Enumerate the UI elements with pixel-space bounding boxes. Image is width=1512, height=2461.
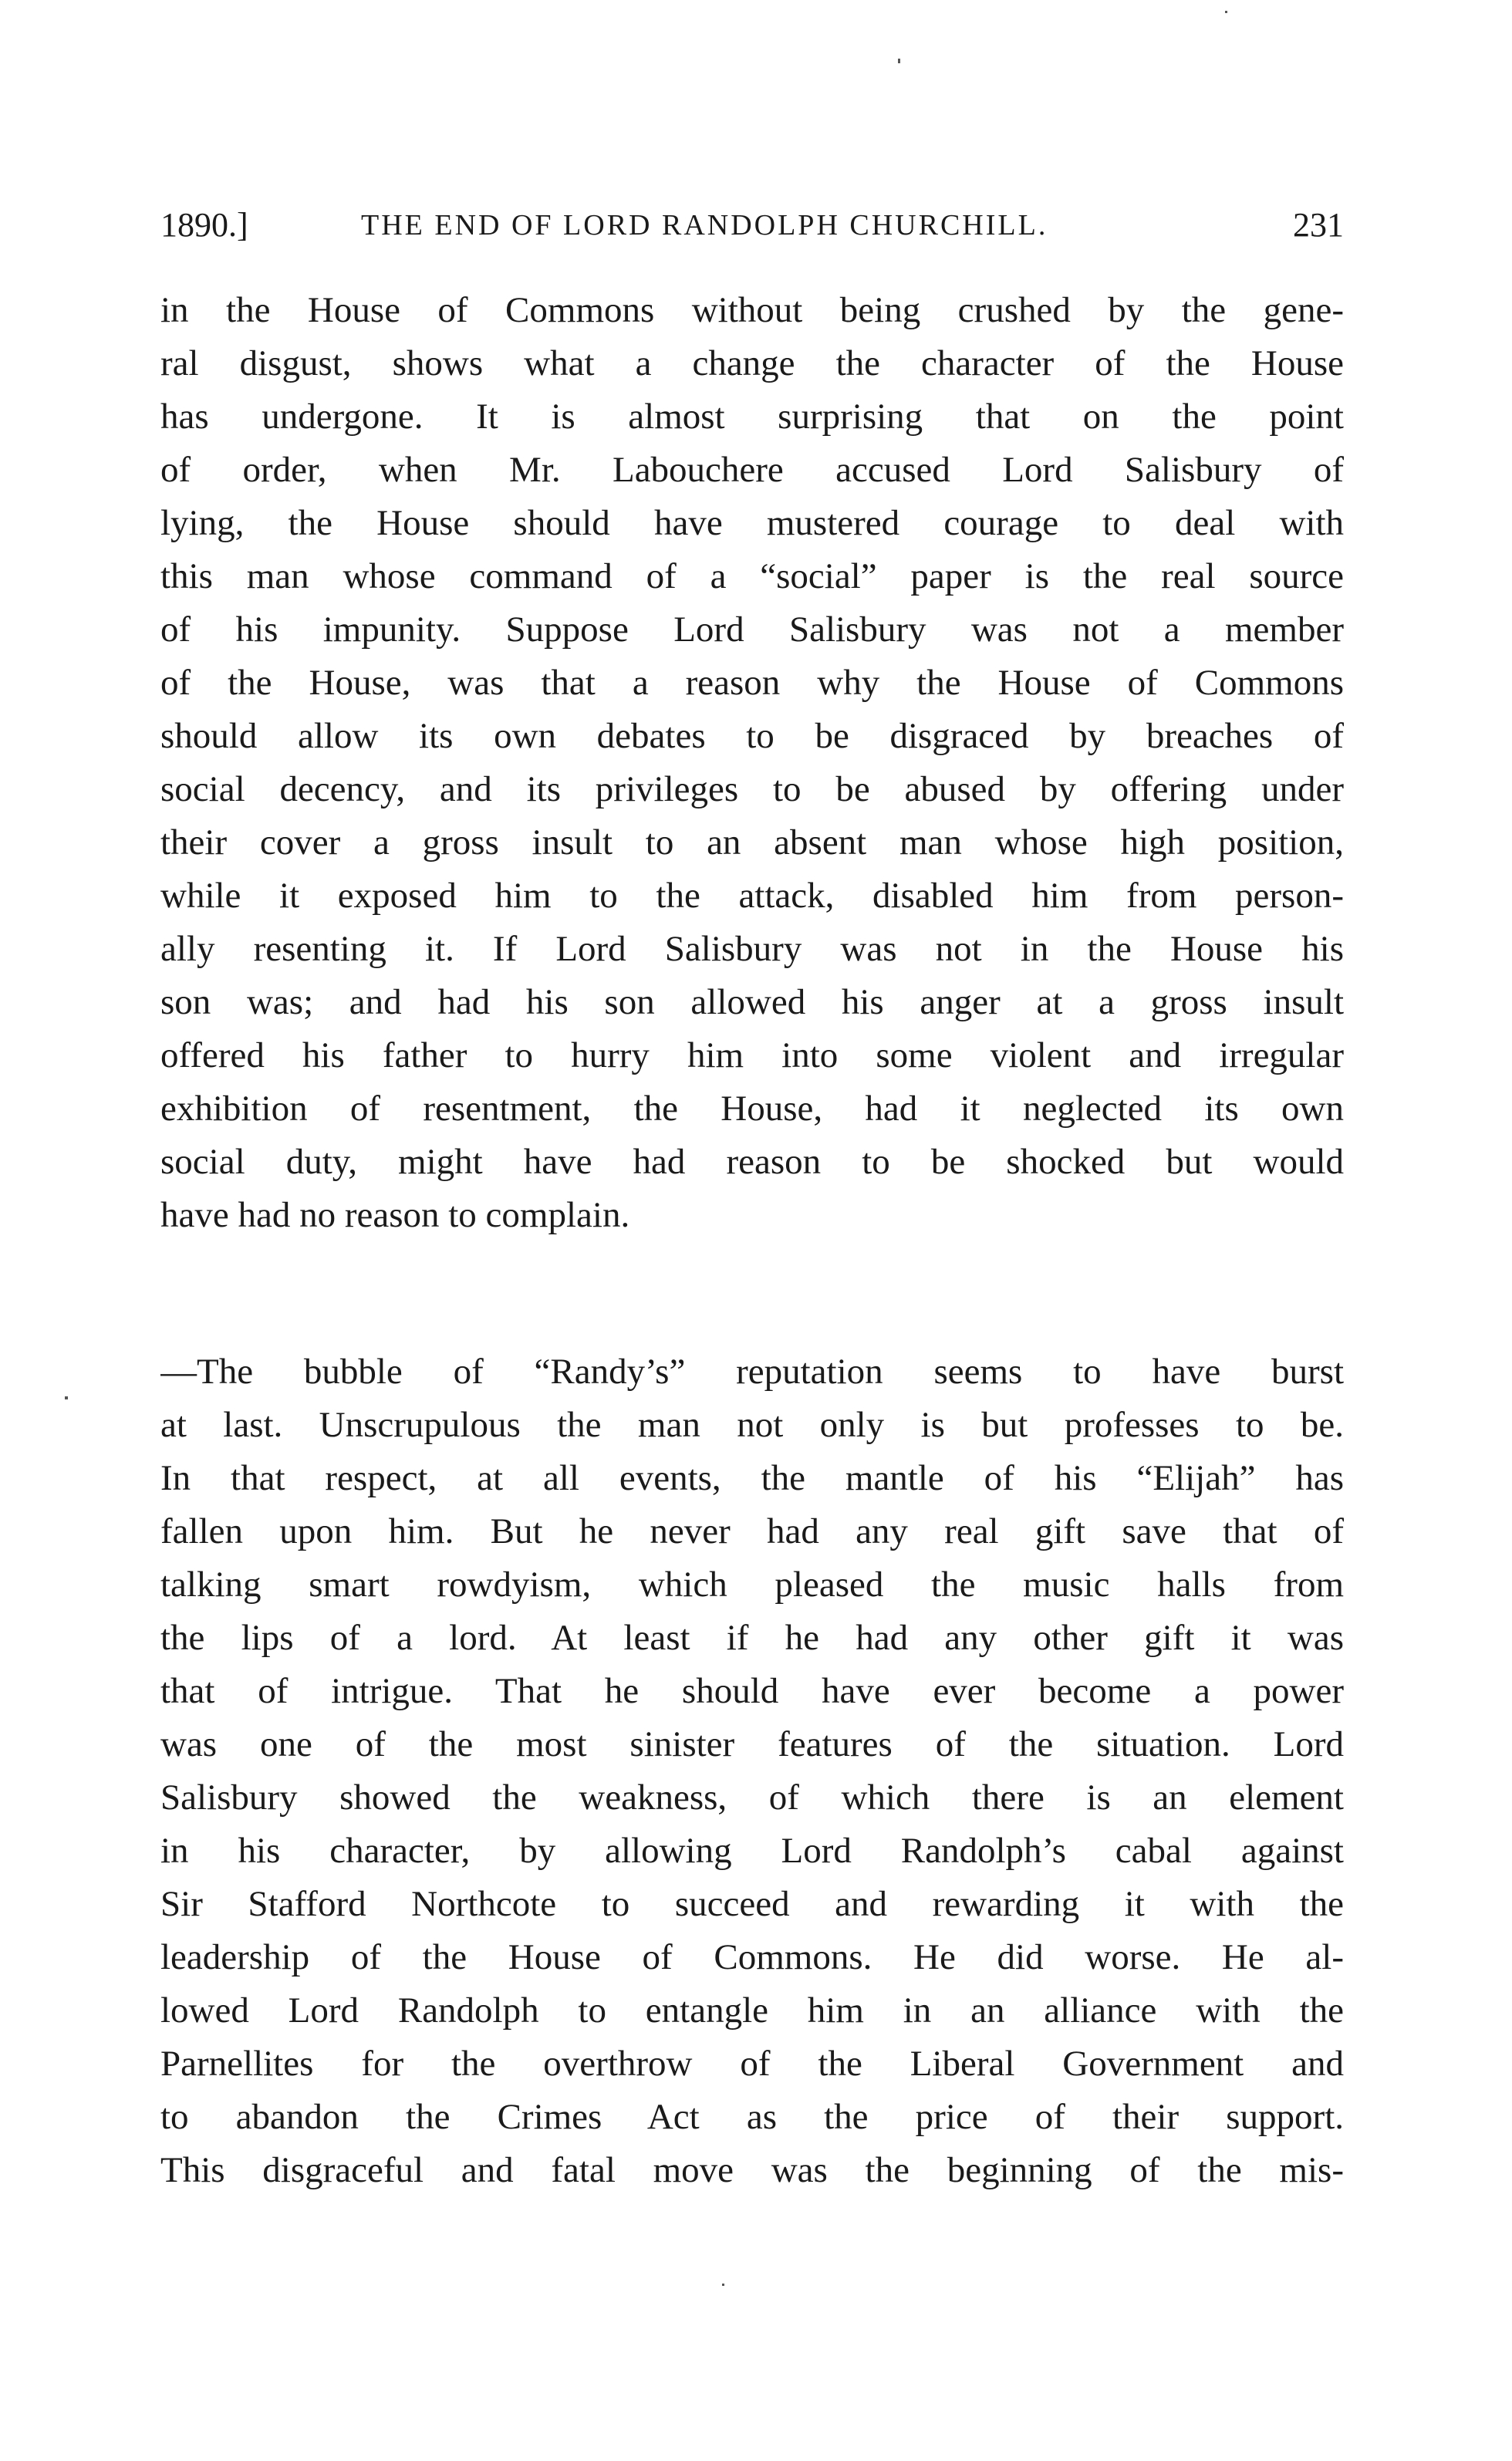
text-line: offered his father to hurry him into some violent and irregular bbox=[160, 1035, 1344, 1075]
text-line: —The bubble of “Randy’s” reputation seems to have burst bbox=[160, 1352, 1344, 1392]
text-line: that of intrigue. That he should have ever become a power bbox=[160, 1671, 1344, 1711]
running-head bbox=[160, 202, 1344, 248]
text-line: This disgraceful and fatal move was the beginning of the mis- bbox=[160, 2150, 1344, 2190]
scan-speck bbox=[65, 1396, 68, 1399]
scan-speck bbox=[898, 59, 900, 63]
text-line: In that respect, at all events, the mantle of his “Elijah” has bbox=[160, 1458, 1344, 1498]
text-line: their cover a gross insult to an absent man whose high position, bbox=[160, 822, 1344, 863]
paragraph-2 bbox=[160, 1345, 1344, 2197]
text-line: should allow its own debates to be disgraced by breaches of bbox=[160, 716, 1344, 756]
text-line: ally resenting it. If Lord Salisbury was not in the House his bbox=[160, 929, 1344, 969]
header-year: 1890.] bbox=[160, 206, 248, 244]
header-title: THE END OF LORD RANDOLPH CHURCHILL. bbox=[361, 209, 1048, 241]
text-line: social decency, and its privileges to be abused by offering under bbox=[160, 769, 1344, 809]
paragraph-1 bbox=[160, 284, 1344, 1242]
text-line: fallen upon him. But he never had any real gift save that of bbox=[160, 1511, 1344, 1551]
text-line: Sir Stafford Northcote to succeed and rewarding it with the bbox=[160, 1884, 1344, 1924]
text-line: was one of the most sinister features of the situation. Lord bbox=[160, 1724, 1344, 1764]
text-line: of the House, was that a reason why the House of Commons bbox=[160, 663, 1344, 703]
text-line: Parnellites for the overthrow of the Liberal Government and bbox=[160, 2044, 1344, 2084]
text-line: Salisbury showed the weakness, of which there is an element bbox=[160, 1777, 1344, 1818]
text-line: in the House of Commons without being crushed by the gene- bbox=[160, 290, 1344, 330]
text-line: son was; and had his son allowed his anger at a gross insult bbox=[160, 982, 1344, 1022]
text-line: have had no reason to complain. bbox=[160, 1195, 630, 1235]
text-line: the lips of a lord. At least if he had any other gift it was bbox=[160, 1618, 1344, 1658]
page-number: 231 bbox=[1293, 206, 1344, 244]
text-line: social duty, might have had reason to be shocked but would bbox=[160, 1142, 1344, 1182]
text-line: lying, the House should have mustered courage to deal with bbox=[160, 503, 1344, 543]
text-line: leadership of the House of Commons. He did worse. He al- bbox=[160, 1937, 1344, 1977]
text-line: while it exposed him to the attack, disabled him from person- bbox=[160, 876, 1344, 916]
text-line: has undergone. It is almost surprising that on the point bbox=[160, 397, 1344, 437]
text-line: to abandon the Crimes Act as the price of their support. bbox=[160, 2097, 1344, 2137]
text-line: ral disgust, shows what a change the character of the House bbox=[160, 343, 1344, 383]
text-line: talking smart rowdyism, which pleased the music halls from bbox=[160, 1565, 1344, 1605]
text-line: lowed Lord Randolph to entangle him in an alliance with the bbox=[160, 1990, 1344, 2031]
text-line: in his character, by allowing Lord Randolph’s cabal against bbox=[160, 1831, 1344, 1871]
text-line: of his impunity. Suppose Lord Salisbury was not a member bbox=[160, 609, 1344, 650]
text-line: this man whose command of a “social” paper is the real source bbox=[160, 556, 1344, 596]
text-line: exhibition of resentment, the House, had it neglected its own bbox=[160, 1089, 1344, 1129]
scan-speck bbox=[722, 2284, 724, 2286]
scan-speck bbox=[1225, 11, 1227, 13]
text-line: at last. Unscrupulous the man not only is but professes to be. bbox=[160, 1405, 1344, 1445]
text-line: of order, when Mr. Labouchere accused Lord Salisbury of bbox=[160, 450, 1344, 490]
